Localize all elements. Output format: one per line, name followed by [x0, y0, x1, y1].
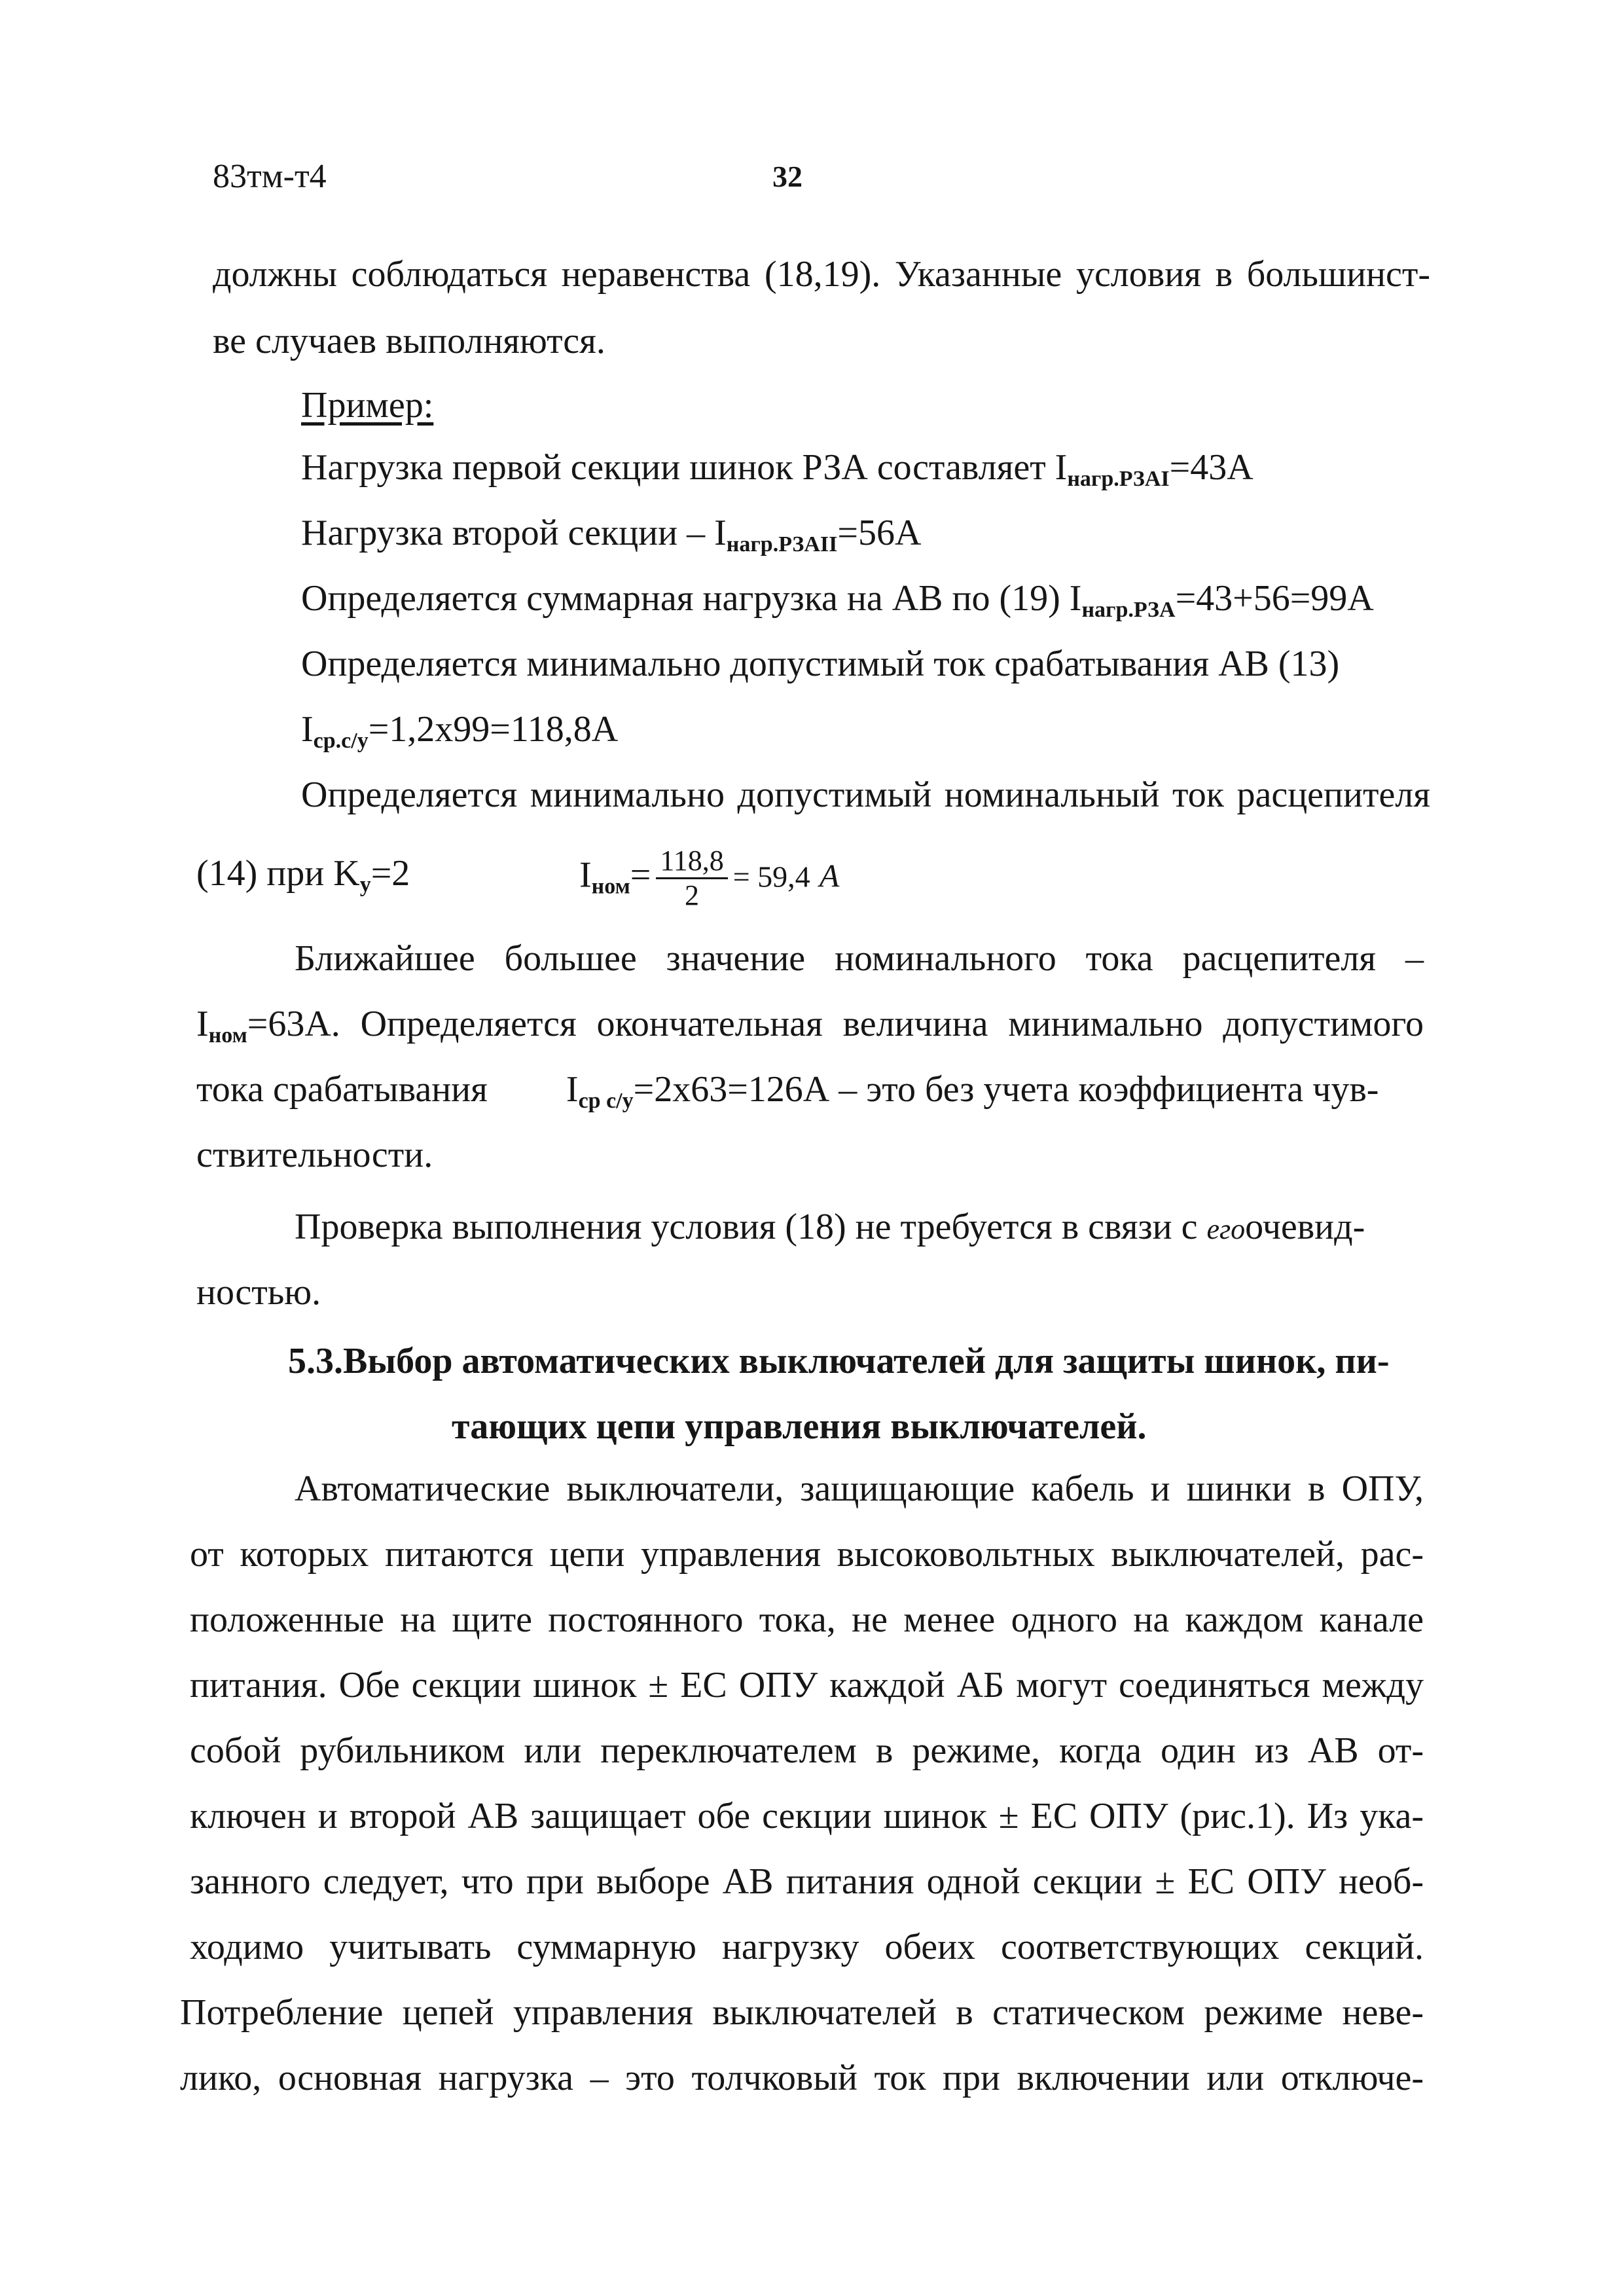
ky-condition: (14) при $K_у=2$ [196, 853, 410, 897]
paragraph-line: $I_{ном}=63А$. Определяется окончательная величина минимально допустимого [196, 1004, 1424, 1048]
paragraph-line: занного следует, что при выборе АВ питания одной секции ± ЕС ОПУ необ- [190, 1861, 1424, 1902]
section-heading: тающих цепи управления выключателей. [452, 1406, 1147, 1447]
formula-fraction: $\frac{118,8}{2}$ [656, 845, 727, 912]
paragraph-line: Автоматические выключатели, защищающие кабель и шинки в ОПУ, [295, 1468, 1424, 1509]
paragraph-line: ходимо учитывать суммарную нагрузку обеих соответствующих секций. [190, 1927, 1424, 1967]
paragraph-line: Проверка выполнения условия (18) не требуется в связи с егоочевид- [295, 1207, 1365, 1247]
example-line-min-nom: Определяется минимально допустимый номинальный ток расцепителя [301, 774, 1430, 815]
document-code: 83тм-т4 [213, 158, 327, 195]
page-number: 32 [772, 160, 803, 193]
paragraph-line: собой рубильником или переключателем в режиме, когда один из АВ от- [190, 1730, 1424, 1771]
section-heading: 5.3.Выбор автоматических выключателей для защиты шинок, пи- [288, 1341, 1390, 1381]
paragraph-line: положенные на щите постоянного тока, не менее одного на каждом канале [190, 1599, 1424, 1640]
paragraph-line: Потребление цепей управления выключателей в статическом режиме неве- [180, 1992, 1424, 2033]
paragraph-line: Ближайшее большее значение номинального тока расцепителя – [295, 938, 1424, 979]
paragraph-line: ключен и второй АВ защищает обе секции шинок ± ЕС ОПУ (рис.1). Из ука- [190, 1796, 1424, 1836]
paragraph-line: от которых питаются цепи управления высоковольтных выключателей, рас- [190, 1534, 1424, 1575]
example-line-min-trip: Определяется минимально допустимый ток срабатывания АВ (13) [301, 644, 1340, 684]
paragraph-line: тока срабатывания $I_{ср с/у}=2х63=126А$ – это без учета коэффициента чув- [196, 1069, 1379, 1113]
paragraph-line: ностью. [196, 1272, 321, 1313]
paragraph-line: ствительности. [196, 1135, 433, 1175]
example-line-sum: Определяется суммарная нагрузка на АВ по (19) $I_{нагр.РЗА}=43+56=99А$ [301, 578, 1374, 622]
paragraph-line: питания. Обе секции шинок ± ЕС ОПУ каждой АБ могут соединяться между [190, 1665, 1424, 1705]
paragraph-line: должны соблюдаться неравенства (18,19). Указанные условия в большинст- [213, 254, 1430, 295]
paragraph-line: лико, основная нагрузка – это толчковый ток при включении или отключе- [180, 2058, 1424, 2098]
inom-formula: $I_{ном}=$ $\frac{118,8}{2}$ = 59,4 А [579, 845, 840, 911]
example-line-isr: $I_{ср.с/у}=1,2х99=118,8А$ [301, 709, 619, 753]
example-line-load1: Нагрузка первой секции шинок РЗА составляет $I_{нагр.РЗАI}=43А$ [301, 447, 1254, 491]
paragraph-line: ве случаев выполняются. [213, 321, 605, 361]
example-line-load2: Нагрузка второй секции – $I_{нагр.РЗАII}=56А$ [301, 513, 922, 556]
example-heading: Пример: [301, 385, 434, 426]
